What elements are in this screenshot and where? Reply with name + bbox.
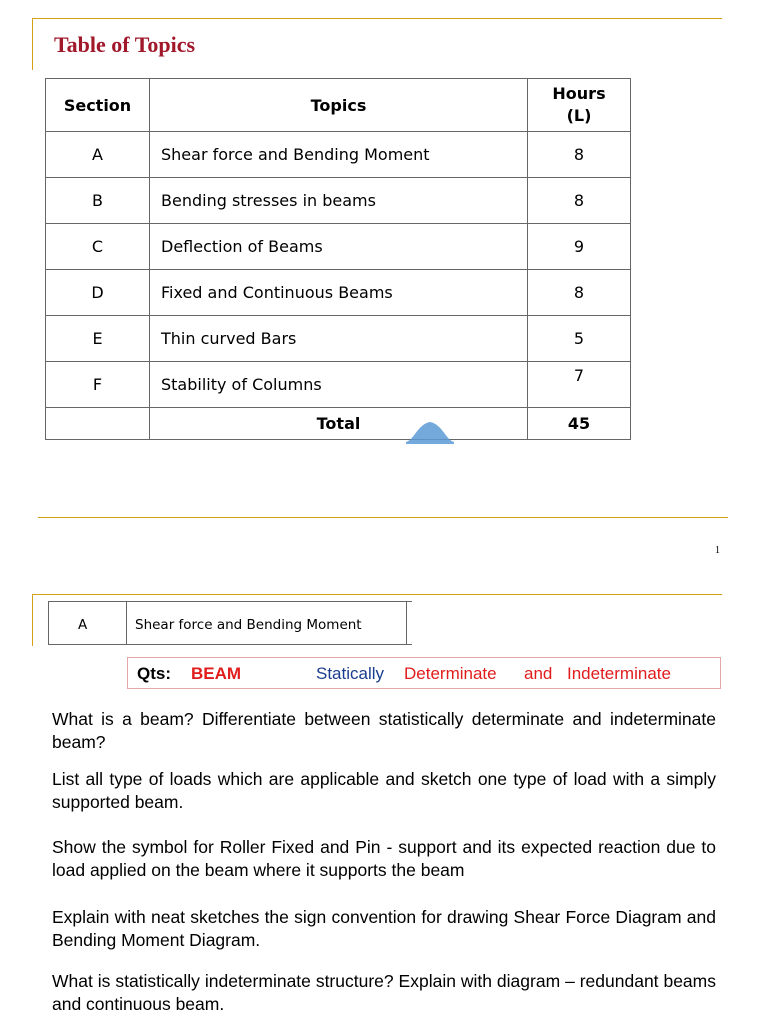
page-number: 1 xyxy=(715,545,720,556)
table-row xyxy=(46,224,631,270)
qts-determinate: Determinate xyxy=(404,664,497,683)
row-section: B xyxy=(46,178,150,224)
total-empty-cell xyxy=(46,408,150,440)
left-rule xyxy=(32,18,33,70)
section-letter: A xyxy=(78,617,88,633)
row-section: D xyxy=(46,270,150,316)
row-hours: 8 xyxy=(528,132,631,178)
row-hours-value: 7 xyxy=(573,366,585,385)
table-row xyxy=(46,132,631,178)
blue-bump-shape xyxy=(406,420,454,444)
header-hours xyxy=(528,79,631,132)
question-1: What is a beam? Differentiate between statistically determinate and indeterminate beam? xyxy=(52,709,716,752)
table-row xyxy=(46,316,631,362)
table-row xyxy=(46,362,631,408)
top-rule xyxy=(32,18,722,19)
qts-and: and xyxy=(524,664,553,683)
row-topic: Deflection of Beams xyxy=(150,224,528,270)
qts-statically: Statically xyxy=(316,664,385,683)
row-section: F xyxy=(46,362,150,408)
qts-indeterminate: Indeterminate xyxy=(567,664,671,683)
qts-box xyxy=(127,657,721,689)
header-hours-line2: (L) xyxy=(566,106,592,125)
qts-beam: BEAM xyxy=(191,664,242,683)
row-hours: 9 xyxy=(528,224,631,270)
table-row xyxy=(46,270,631,316)
section-topic: Shear force and Bending Moment xyxy=(135,617,362,633)
qts-label: Qts: xyxy=(137,664,171,683)
question-2: List all type of loads which are applicable and sketch one type of load with a simply supported beam. xyxy=(52,769,716,812)
row-topic: Shear force and Bending Moment xyxy=(150,132,528,178)
total-hours: 45 xyxy=(528,408,631,440)
header-section: Section xyxy=(46,79,150,132)
row-hours: 8 xyxy=(528,178,631,224)
header-topics: Topics xyxy=(150,79,528,132)
row-hours: 5 xyxy=(528,316,631,362)
table-row xyxy=(46,178,631,224)
row-section: C xyxy=(46,224,150,270)
row-hours: 8 xyxy=(528,270,631,316)
row-topic: Bending stresses in beams xyxy=(150,178,528,224)
total-label: Total xyxy=(150,408,528,440)
left-rule-2 xyxy=(32,594,33,646)
total-row xyxy=(46,408,631,440)
top-rule-2 xyxy=(32,594,722,595)
bottom-rule xyxy=(38,517,728,518)
row-section: A xyxy=(46,132,150,178)
row-section: E xyxy=(46,316,150,362)
row-topic: Thin curved Bars xyxy=(150,316,528,362)
question-3: Show the symbol for Roller Fixed and Pin - support and its expected reaction due to load applied on the beam where it supports the beam xyxy=(52,837,716,880)
section-strip xyxy=(48,601,408,645)
header-hours-line1: Hours xyxy=(552,84,606,103)
question-5: What is statistically indeterminate structure? Explain with diagram – redundant beams and continuous beam. xyxy=(52,971,716,1014)
row-hours xyxy=(528,362,631,408)
question-4: Explain with neat sketches the sign convention for drawing Shear Force Diagram and Bending Moment Diagram. xyxy=(52,907,716,950)
row-topic: Stability of Columns xyxy=(150,362,528,408)
topics-table xyxy=(45,78,631,440)
row-topic: Fixed and Continuous Beams xyxy=(150,270,528,316)
slide-title: Table of Topics xyxy=(54,32,196,57)
table-header-row xyxy=(46,79,631,132)
